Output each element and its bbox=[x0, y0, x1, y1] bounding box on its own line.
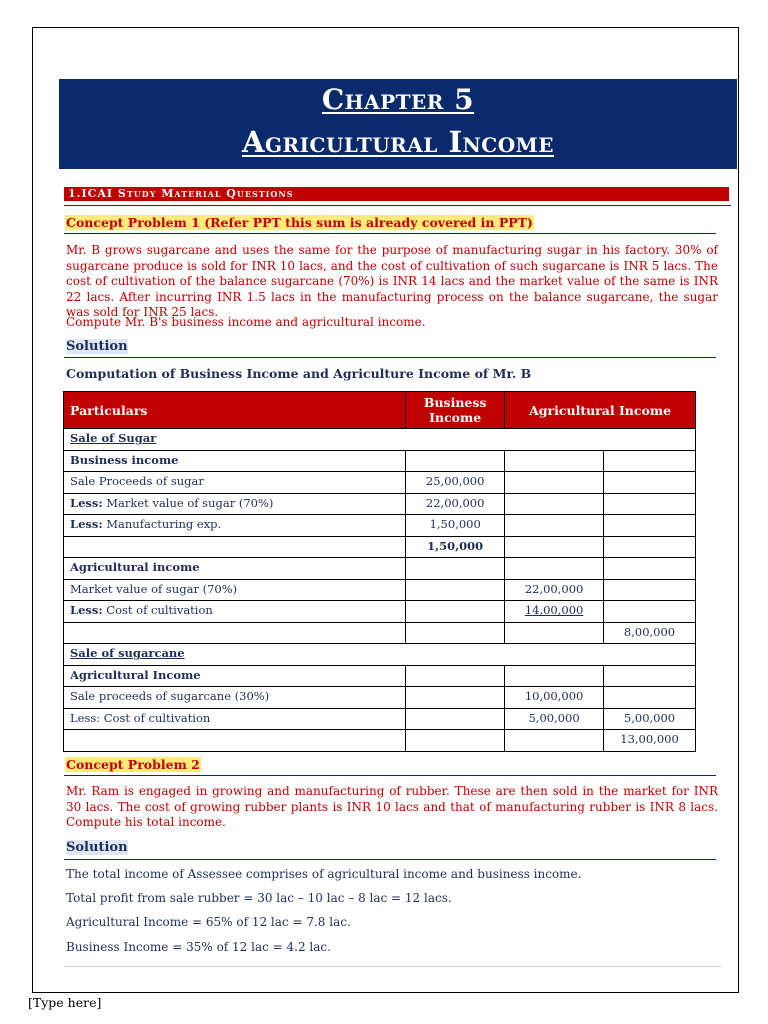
agricultural-income-cell bbox=[505, 730, 604, 752]
problem-2-divider bbox=[64, 775, 716, 776]
table-row bbox=[64, 450, 696, 472]
row-label: Less: Cost of cultivation bbox=[64, 708, 406, 730]
header-business-income: Business Income bbox=[406, 392, 505, 429]
row-label-text: Cost of cultivation bbox=[102, 603, 213, 618]
solution-1-text: Solution bbox=[66, 339, 128, 354]
agricultural-income-cell bbox=[505, 665, 604, 687]
concept-problem-2-label: Concept Problem 2 bbox=[66, 757, 200, 772]
solution-2-divider bbox=[64, 859, 716, 860]
row-label: Agricultural Income bbox=[64, 665, 406, 687]
row-label-text: Manufacturing exp. bbox=[102, 517, 222, 532]
problem-1-divider bbox=[64, 233, 716, 234]
agricultural-total-cell bbox=[604, 515, 696, 537]
agricultural-total-cell bbox=[604, 472, 696, 494]
section-divider bbox=[64, 205, 731, 206]
business-income-cell bbox=[406, 730, 505, 752]
problem-1-question: Compute Mr. B's business income and agricultural income. bbox=[66, 315, 426, 329]
agricultural-income-cell: 5,00,000 bbox=[505, 708, 604, 730]
table-row bbox=[64, 472, 696, 494]
table-row bbox=[64, 730, 696, 752]
table-row bbox=[64, 429, 696, 451]
chapter-title: Agricultural Income bbox=[241, 125, 555, 159]
business-income-total-cell: 1,50,000 bbox=[406, 536, 505, 558]
business-income-cell bbox=[406, 622, 505, 644]
solution-1-label bbox=[66, 339, 128, 354]
agricultural-income-cell: 22,00,000 bbox=[505, 579, 604, 601]
chapter-number: Chapter 5 bbox=[321, 83, 475, 116]
solution-2-line: Total profit from sale rubber = 30 lac – 10 lac – 8 lac = 12 lacs. bbox=[66, 891, 452, 905]
chapter-header bbox=[59, 79, 737, 169]
table-row bbox=[64, 579, 696, 601]
agricultural-income-cell bbox=[505, 472, 604, 494]
computation-table bbox=[63, 391, 696, 752]
row-label: Sale proceeds of sugarcane (30%) bbox=[64, 687, 406, 709]
agricultural-income-cell bbox=[505, 493, 604, 515]
agricultural-income-cell bbox=[505, 515, 604, 537]
agricultural-total-cell bbox=[604, 536, 696, 558]
concept-problem-1-label: Concept Problem 1 (Refer PPT this sum is already covered in PPT) bbox=[66, 215, 533, 230]
table-row bbox=[64, 687, 696, 709]
agricultural-income-cell bbox=[505, 558, 604, 580]
agricultural-total-cell bbox=[604, 493, 696, 515]
less-prefix: Less: bbox=[70, 517, 103, 532]
table-row bbox=[64, 536, 696, 558]
header-particulars: Particulars bbox=[64, 392, 406, 429]
footer-placeholder: [Type here] bbox=[28, 995, 102, 1010]
problem-2-text: Mr. Ram is engaged in growing and manufacturing of rubber. These are then sold in the market for INR 30 lacs. The cost of growing rubber plants is INR 10 lacs and that of manufacturing rubber is INR 8 lacs. Compute his total income. bbox=[66, 784, 718, 829]
business-income-cell: 25,00,000 bbox=[406, 472, 505, 494]
row-label: Sale of Sugar bbox=[64, 429, 696, 451]
problem-1-text: Mr. B grows sugarcane and uses the same for the purpose of manufacturing sugar in his factory. 30% of sugarcane produce is sold for INR 10 lacs, and the cost of cultivation of such sugarcane is INR 5 lacs. The cost of cultivation of the balance sugarcane (70%) is INR 14 lacs and the market value of the same is INR 22 lacs. After incurring INR 1.5 lacs in the manufacturing process on the balance sugarcane, the sugar was sold for INR 25 lacs. bbox=[66, 243, 718, 319]
agricultural-total-cell bbox=[604, 601, 696, 623]
row-label bbox=[64, 601, 406, 623]
table-row bbox=[64, 493, 696, 515]
agricultural-income-cell: 14,00,000 bbox=[505, 601, 604, 623]
business-income-cell bbox=[406, 708, 505, 730]
footer-divider bbox=[64, 966, 721, 967]
solution-2-line: The total income of Assessee comprises of agricultural income and business income. bbox=[66, 867, 582, 881]
agricultural-total-cell bbox=[604, 579, 696, 601]
business-income-cell bbox=[406, 558, 505, 580]
less-prefix: Less: bbox=[70, 603, 103, 618]
less-prefix: Less: bbox=[70, 495, 103, 510]
row-label: Business income bbox=[64, 450, 406, 472]
section-heading: 1.ICAI Study Material Questions bbox=[64, 187, 729, 201]
table-row bbox=[64, 644, 696, 666]
computation-title: Computation of Business Income and Agriculture Income of Mr. B bbox=[66, 366, 532, 381]
row-label: Sale Proceeds of sugar bbox=[64, 472, 406, 494]
agricultural-total-cell: 5,00,000 bbox=[604, 708, 696, 730]
business-income-cell bbox=[406, 579, 505, 601]
table-row bbox=[64, 558, 696, 580]
row-label: Agricultural income bbox=[64, 558, 406, 580]
agricultural-income-cell bbox=[505, 450, 604, 472]
row-label bbox=[64, 536, 406, 558]
solution-1-divider bbox=[64, 357, 716, 358]
agricultural-total-cell: 13,00,000 bbox=[604, 730, 696, 752]
table-row bbox=[64, 601, 696, 623]
row-label bbox=[64, 730, 406, 752]
row-label: Sale of sugarcane bbox=[64, 644, 696, 666]
table-row bbox=[64, 515, 696, 537]
agricultural-income-cell: 10,00,000 bbox=[505, 687, 604, 709]
row-label: Market value of sugar (70%) bbox=[64, 579, 406, 601]
agricultural-total-cell bbox=[604, 450, 696, 472]
business-income-cell: 22,00,000 bbox=[406, 493, 505, 515]
business-income-cell bbox=[406, 450, 505, 472]
agricultural-total-cell bbox=[604, 558, 696, 580]
row-label-text: Market value of sugar (70%) bbox=[102, 495, 274, 510]
header-agricultural-income: Agricultural Income bbox=[505, 392, 696, 429]
row-label bbox=[64, 515, 406, 537]
row-label bbox=[64, 493, 406, 515]
row-label bbox=[64, 622, 406, 644]
agricultural-total-cell: 8,00,000 bbox=[604, 622, 696, 644]
table-row bbox=[64, 708, 696, 730]
business-income-cell bbox=[406, 687, 505, 709]
solution-2-line: Business Income = 35% of 12 lac = 4.2 lac. bbox=[66, 940, 331, 954]
table-row bbox=[64, 665, 696, 687]
business-income-cell bbox=[406, 601, 505, 623]
solution-2-line: Agricultural Income = 65% of 12 lac = 7.8 lac. bbox=[66, 915, 351, 929]
business-income-cell bbox=[406, 665, 505, 687]
table-header-row bbox=[64, 392, 696, 429]
agricultural-total-cell bbox=[604, 665, 696, 687]
agricultural-total-cell bbox=[604, 687, 696, 709]
business-income-cell: 1,50,000 bbox=[406, 515, 505, 537]
solution-2-label bbox=[66, 840, 128, 855]
agricultural-income-cell bbox=[505, 622, 604, 644]
table-row bbox=[64, 622, 696, 644]
solution-2-text: Solution bbox=[66, 840, 128, 855]
agricultural-income-cell bbox=[505, 536, 604, 558]
